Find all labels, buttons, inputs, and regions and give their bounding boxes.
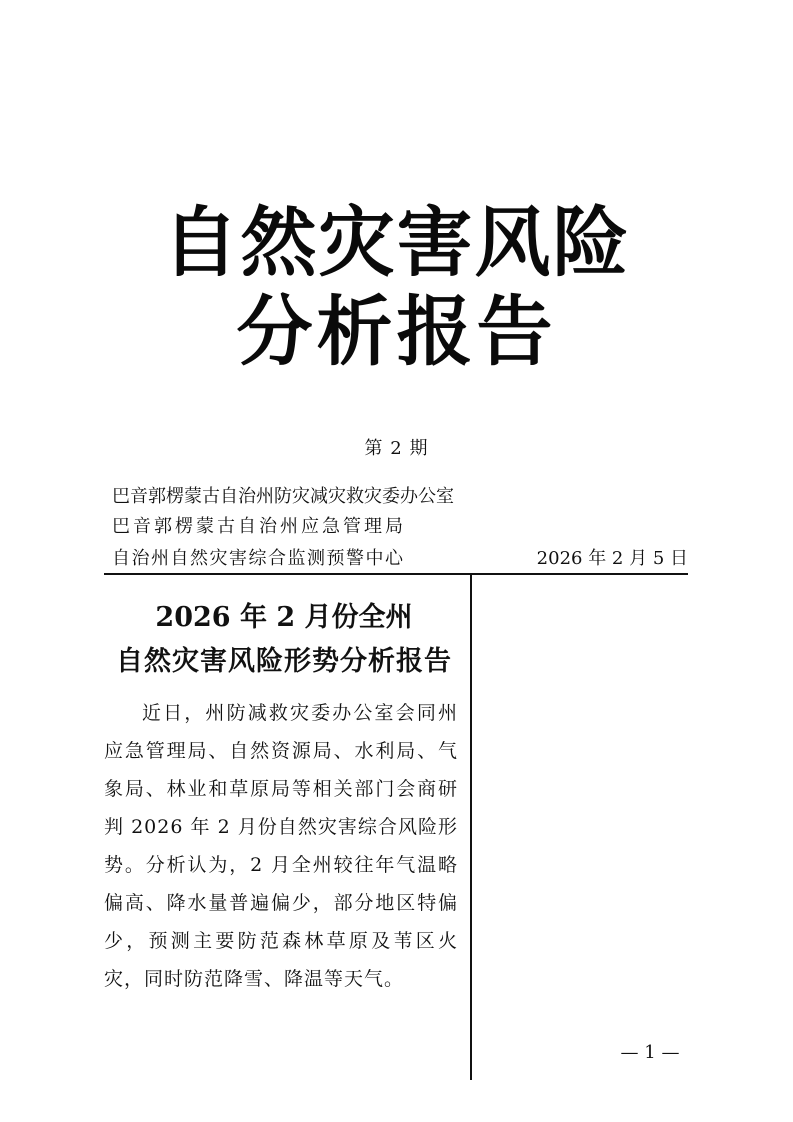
- issue-date: 2026 年 2 月 5 日: [536, 548, 688, 569]
- page-number: — 1 —: [620, 1042, 680, 1063]
- article-body: 近日，州防减救灾委办公室会同州应急管理局、自然资源局、水利局、气象局、林业和草原局等相关部门会商研判 2026 年 2 月份自然灾害综合风险形势。分析认为，2 月全州较往年气温略偏高、降水量普遍偏少，部分地区特偏少，预测主要防范森林草原及苇区火灾，同时防范降雪、降温等天气。: [104, 702, 458, 990]
- masthead-title-line1: 自然灾害风险: [162, 198, 631, 287]
- issuer-line: 自治州自然灾害综合监测预警中心: [112, 548, 405, 569]
- issuer-line: 巴音郭楞蒙古自治州应急管理局: [112, 516, 406, 537]
- issue-number: 第 2 期: [364, 438, 429, 459]
- issuer-line: 巴音郭楞蒙古自治州防灾减灾救灾委办公室: [112, 486, 454, 507]
- article-title-line1: 2026 年 2 月份全州: [155, 602, 413, 633]
- article-title-line2: 自然灾害风险形势分析报告: [116, 646, 452, 677]
- horizontal-divider: [104, 573, 688, 575]
- column-divider: [470, 573, 472, 1080]
- masthead-title-line2: 分析报告: [236, 287, 557, 376]
